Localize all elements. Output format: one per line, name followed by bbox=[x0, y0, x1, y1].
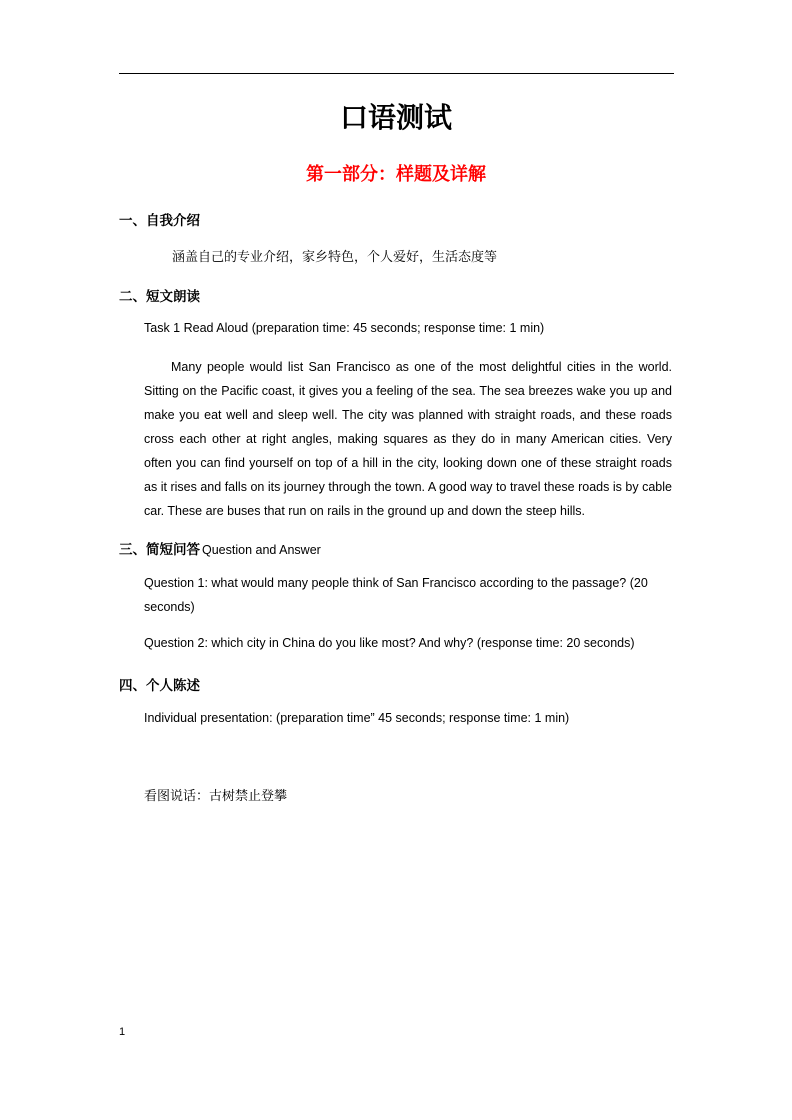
section-heading-read-aloud: 二、短文朗读 bbox=[119, 289, 200, 305]
section-heading-presentation: 四、个人陈述 bbox=[119, 678, 200, 694]
qa-heading-en: Question and Answer bbox=[202, 543, 321, 557]
page-number: 1 bbox=[119, 1026, 126, 1038]
presentation-text: Individual presentation: (preparation time” 45 seconds; response time: 1 min) bbox=[144, 711, 570, 725]
picture-talk-text: 看图说话：古树禁止登攀 bbox=[144, 789, 288, 804]
question-2: Question 2: which city in China do you like most? And why? (response time: 20 seconds) bbox=[144, 636, 635, 650]
section-heading-self-intro: 一、自我介绍 bbox=[119, 213, 200, 229]
read-aloud-task: Task 1 Read Aloud (preparation time: 45 seconds; response time: 1 min) bbox=[144, 321, 545, 335]
read-aloud-passage: Many people would list San Francisco as one of the most delightful cities in the world. Sitting on the Pacific coast, it gives you a feeling of the sea. The sea breezes wake you up and make you eat well and sleep well. The city was planned with straight roads, and these roads cross each other at right angles, making squares as they do in many American cities. Very often you can find yourself on top of a hill in the city, looking down one of these straight roads as it rises and falls on its journey through the town. A good way to travel these roads is by cable car. These are buses that run on rails in the ground up and down the steep hills. bbox=[144, 360, 672, 518]
self-intro-text: 涵盖自己的专业介绍，家乡特色，个人爱好，生活态度等 bbox=[172, 250, 498, 265]
page-title: 口语测试 bbox=[339, 101, 452, 134]
header-rule bbox=[119, 73, 674, 74]
qa-heading-cn: 三、简短问答 bbox=[119, 542, 200, 558]
part-subtitle: 第一部分：样题及详解 bbox=[306, 164, 486, 185]
section-heading-qa bbox=[119, 538, 321, 558]
question-1: Question 1: what would many people think of San Francisco according to the passage? (20 seconds) bbox=[144, 576, 648, 614]
